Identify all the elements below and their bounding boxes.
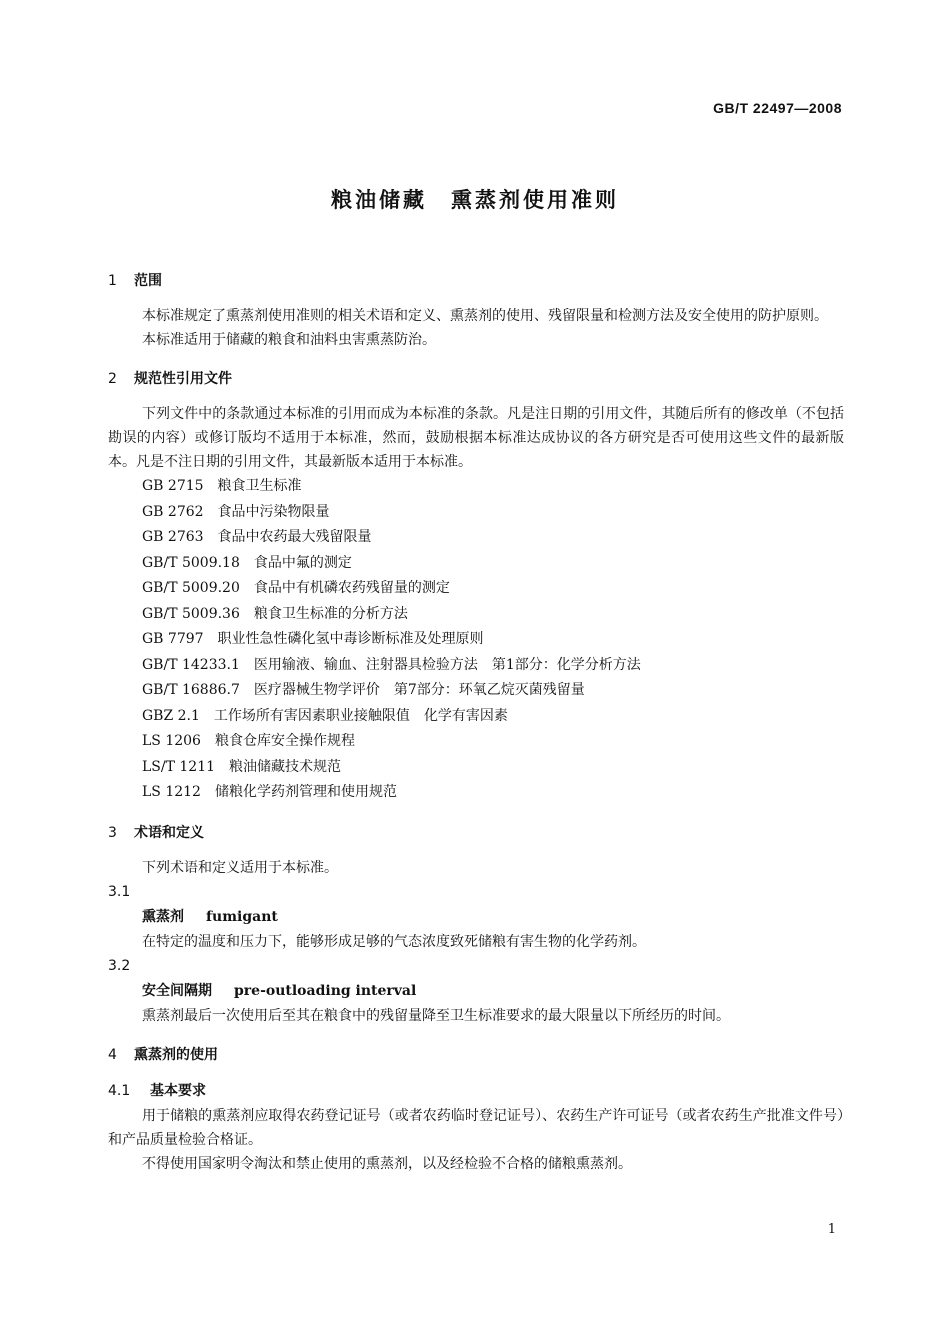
section-heading-normative-references	[108, 366, 844, 392]
paragraph: 本标准规定了熏蒸剂使用准则的相关术语和定义、熏蒸剂的使用、残留限量和检测方法及安全使用的防护原则。	[142, 308, 828, 324]
section-title: 熏蒸剂的使用	[134, 1046, 218, 1063]
reference-item: GB/T 16886.7 医疗器械生物学评价 第7部分：环氧乙烷灭菌残留量	[142, 682, 585, 698]
term-number: 3.2	[108, 957, 131, 974]
reference-item: LS/T 1211 粮油储藏技术规范	[142, 758, 342, 775]
section-title: 范围	[134, 273, 162, 289]
paragraph: 用于储粮的熏蒸剂应取得农药登记证号（或者农药临时登记证号）、农药生产许可证号（或者农药生产批准文件号）和产品质量检验合格证。	[108, 1107, 844, 1148]
subsection-heading-basic-requirements	[108, 1078, 844, 1104]
paragraph: 下列文件中的条款通过本标准的引用而成为本标准的条款。凡是注日期的引用文件，其随后所有的修改单（不包括勘误的内容）或修订版均不适用于本标准，然而，鼓励根据本标准达成协议的各方研究是否可使用这些文件的最新版本。凡是不注日期的引用文件，其最新版本适用于本标准。	[108, 406, 844, 470]
section-title: 术语和定义	[134, 824, 204, 841]
section-heading-terms	[108, 820, 844, 846]
term-heading	[108, 905, 844, 930]
paragraph: 本标准适用于储藏的粮食和油料虫害熏蒸防治。	[142, 332, 436, 348]
reference-item: GBZ 2.1 工作场所有害因素职业接触限值 化学有害因素	[142, 707, 508, 724]
reference-item: LS 1212 储粮化学药剂管理和使用规范	[142, 784, 397, 800]
reference-item: GB/T 14233.1 医用输液、输血、注射器具检验方法 第1部分：化学分析方法	[142, 656, 641, 673]
term-definition: 在特定的温度和压力下，能够形成足够的气态浓度致死储粮有害生物的化学药剂。	[142, 933, 646, 950]
paragraph: 不得使用国家明令淘汰和禁止使用的熏蒸剂，以及经检验不合格的储粮熏蒸剂。	[142, 1155, 632, 1172]
term-definition: 熏蒸剂最后一次使用后至其在粮食中的残留量降至卫生标准要求的最大限量以下所经历的时间。	[142, 1007, 730, 1024]
page-number: 1	[827, 1222, 836, 1237]
section-number: 2	[108, 371, 117, 387]
reference-item: GB 7797 职业性急性磷化氢中毒诊断标准及处理原则	[142, 631, 484, 647]
paragraph: 下列术语和定义适用于本标准。	[142, 859, 338, 876]
term-english: fumigant	[206, 908, 278, 925]
reference-item: GB 2715 粮食卫生标准	[142, 478, 302, 494]
reference-item: GB 2763 食品中农药最大残留限量	[142, 529, 372, 545]
reference-item: LS 1206 粮食仓库安全操作规程	[142, 733, 355, 749]
section-heading-scope	[108, 268, 844, 294]
subsection-number: 4.1	[108, 1082, 131, 1099]
reference-item: GB/T 5009.36 粮食卫生标准的分析方法	[142, 605, 408, 622]
document-title: 粮油储藏 熏蒸剂使用准则	[331, 188, 619, 212]
section-number: 1	[108, 273, 117, 289]
term-number: 3.1	[108, 883, 131, 900]
section-number: 3	[108, 824, 117, 841]
reference-item: GB 2762 食品中污染物限量	[142, 503, 330, 520]
reference-item: GB/T 5009.18 食品中氟的测定	[142, 554, 352, 571]
term-chinese: 熏蒸剂	[142, 908, 184, 925]
subsection-title: 基本要求	[150, 1082, 206, 1099]
document-body	[108, 268, 844, 1176]
section-heading-fumigant-use	[108, 1042, 844, 1068]
term-english: pre-outloading interval	[234, 982, 417, 999]
term-heading	[108, 979, 844, 1004]
section-title: 规范性引用文件	[134, 371, 232, 387]
standard-code: GB/T 22497—2008	[713, 100, 842, 116]
reference-item: GB/T 5009.20 食品中有机磷农药残留量的测定	[142, 580, 450, 596]
term-chinese: 安全间隔期	[142, 982, 212, 999]
section-number: 4	[108, 1046, 117, 1063]
